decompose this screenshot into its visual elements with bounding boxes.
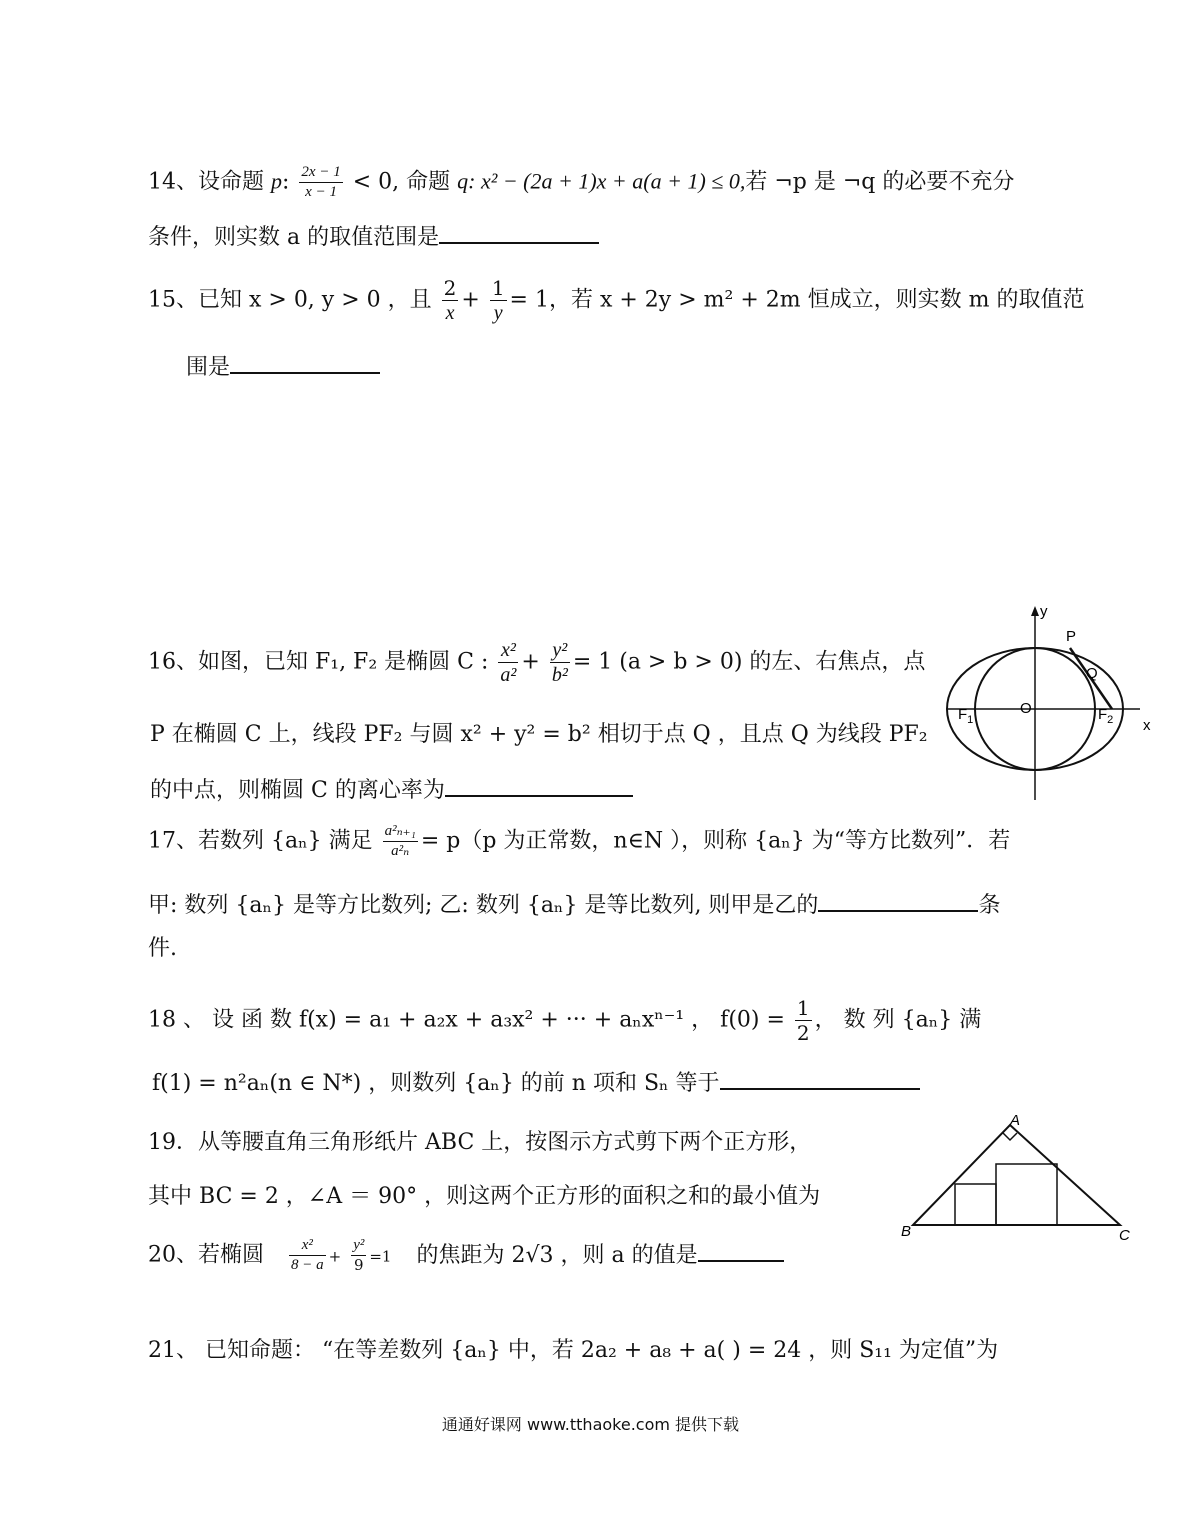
q20-frac2-numerator: y² [351, 1238, 366, 1256]
triangle-abc [913, 1125, 1120, 1225]
q17-intro: 17、若数列 {aₙ} 满足 [148, 828, 373, 854]
q14-p-var: p [271, 168, 282, 194]
point-p-label: P [1066, 628, 1077, 645]
q20-frac2-denominator: 9 [354, 1256, 364, 1274]
q16-intro: 16、如图，已知 F₁, F₂ 是椭圆 C : [148, 649, 489, 675]
vertex-a-label: A [1010, 1112, 1021, 1129]
q18-answer-blank [720, 1068, 920, 1090]
q17-frac-numerator: a²ₙ₊₁ [383, 824, 418, 842]
q14-condition: 若 ¬p 是 ¬q 的必要不充分 [745, 169, 1015, 195]
q15-intro: 15、已知 x > 0, y > 0 ，且 [148, 287, 432, 313]
q14-p-numerator: 2x − 1 [299, 165, 342, 183]
q16-frac1-numerator: x² [498, 640, 518, 663]
square-small [955, 1184, 996, 1225]
q15-frac2-numerator: 1 [491, 276, 505, 300]
q15-frac1-denominator: x [445, 302, 455, 324]
q14-line1 [148, 165, 1014, 200]
q17-statement: 甲: 数列 {aₙ} 是等方比数列; 乙: 数列 {aₙ} 是等比数列, 则甲是乙的 [148, 893, 819, 918]
q20-intro: 20、若椭圆 [148, 1242, 264, 1268]
q14-p-fraction [299, 165, 342, 200]
q18-line1 [148, 998, 981, 1043]
q19-line1 [148, 1132, 811, 1154]
q16-description: P 在椭圆 C 上，线段 PF₂ 与圆 x² + y² = b² 相切于点 Q ，且点 Q 为线段 PF₂ [150, 722, 928, 747]
q14-p-denominator: x − 1 [305, 184, 337, 200]
q19-question: 其中 BC = 2 ，∠A ＝ 90° ，则这两个正方形的面积之和的最小值为 [148, 1184, 821, 1209]
page-footer: 通通好课网 www.tthaoke.com 提供下载 [441, 1415, 740, 1434]
q20-answer-blank [698, 1240, 784, 1262]
q19-line2 [148, 1186, 820, 1208]
q18-question: f(1) = n²aₙ(n ∈ N*) ，则数列 {aₙ} 的前 n 项和 Sₙ 等于 [152, 1071, 720, 1096]
q15-plus: + [461, 287, 480, 313]
q20-frac1-denominator: 8 − a [291, 1257, 324, 1273]
q20-question: 的焦距为 2√3 ，则 a 的值是 [416, 1242, 698, 1268]
q14-line2 [148, 222, 599, 249]
q16-fraction-x2-a2 [498, 640, 518, 685]
q21-statement: 21、 已知命题： “在等差数列 {aₙ} 中，若 2a₂ + a₈ + a( ) = 24 ，则 S₁₁ 为定值”为 [148, 1338, 999, 1363]
q20-frac1-numerator: x² [289, 1238, 326, 1256]
q17-definition: = p（p 为正常数，n∈N ），则称 {aₙ} 为“等方比数列”．若 [420, 828, 1011, 854]
q14-p-inequality: < 0 [352, 169, 393, 195]
q18-frac-numerator: 1 [796, 996, 810, 1020]
q16-frac1-denominator: a² [500, 664, 517, 686]
q17-suffix: 条 [978, 893, 1001, 918]
q16-plus: + [521, 649, 540, 675]
point-q-label: Q [1086, 665, 1098, 682]
q18-frac-denominator: 2 [796, 1021, 810, 1045]
q14-colon: : [282, 169, 290, 195]
q15-condition: ，若 x + 2y > m² + 2m 恒成立，则实数 m 的取值范 [548, 287, 1085, 313]
vertex-c-label: C [1119, 1227, 1130, 1244]
right-angle-mark [1003, 1133, 1017, 1140]
q17-answer-blank [818, 890, 978, 912]
q15-question: 围是 [186, 355, 231, 380]
square-large [996, 1164, 1057, 1225]
q18-sequence: ， 数 列 {aₙ} 满 [814, 1007, 982, 1033]
q15-fraction-2-over-x [442, 278, 459, 323]
q15-line1 [148, 278, 1084, 323]
q17-fraction [383, 824, 418, 859]
q17-line1 [148, 824, 1010, 859]
q17-line3 [148, 938, 177, 960]
q15-line2 [186, 352, 380, 379]
q14-mid: , 命题 [392, 169, 451, 195]
q17-line2 [148, 890, 1000, 917]
q14-question: 条件，则实数 a 的取值范围是 [148, 225, 440, 250]
q18-function: 18 、 设 函 数 f(x) = a₁ + a₂x + a₃x² + ··· + aₙxⁿ⁻¹ ， f(0) = [148, 1007, 785, 1033]
y-axis-label: y [1040, 603, 1048, 620]
q20-line1 [148, 1238, 784, 1273]
q16-question: 的中点，则椭圆 C 的离心率为 [150, 778, 445, 803]
q19-description: 19．从等腰直角三角形纸片 ABC 上，按图示方式剪下两个正方形， [148, 1130, 812, 1155]
q15-equals: = 1 [509, 287, 549, 313]
focus-f1-label: $F_1$ [958, 706, 974, 726]
q16-line3 [150, 775, 633, 802]
q14-intro: 14、设命题 [148, 169, 264, 195]
q15-fraction-1-over-y [490, 278, 507, 323]
q16-fraction-y2-b2 [550, 640, 570, 685]
q14-q-expression: q: x² − (2a + 1)x + a(a + 1) ≤ 0, [457, 168, 746, 194]
q16-line1 [148, 640, 925, 685]
y-axis-arrow [1031, 606, 1039, 616]
focus-f2-label: $F_2$ [1098, 706, 1114, 726]
q16-condition: = 1 (a > b > 0) 的左、右焦点，点 [572, 649, 926, 675]
q14-answer-blank [439, 222, 599, 244]
q15-frac1-numerator: 2 [443, 276, 457, 300]
q15-frac2-denominator: y [493, 302, 503, 324]
q16-answer-blank [445, 775, 633, 797]
q16-ellipse-figure [940, 600, 1160, 805]
q17-end: 件. [148, 936, 177, 961]
q16-frac2-denominator: b² [551, 664, 568, 686]
vertex-b-label: B [901, 1223, 912, 1240]
q16-frac2-numerator: y² [550, 640, 570, 663]
origin-label: O [1020, 700, 1032, 717]
q18-fraction-half [795, 998, 812, 1043]
q17-frac-denominator: a²ₙ [391, 843, 410, 859]
q20-equals: =1 [369, 1247, 392, 1266]
q20-fraction-y2 [351, 1238, 366, 1273]
q19-triangle-figure [895, 1112, 1145, 1247]
q21-line1 [148, 1340, 998, 1362]
q16-line2 [150, 724, 928, 746]
x-axis-label: x [1143, 717, 1151, 734]
q18-line2 [152, 1068, 920, 1095]
q15-answer-blank [230, 352, 380, 374]
q20-plus: + [328, 1247, 342, 1266]
q20-fraction-x2 [289, 1238, 326, 1273]
